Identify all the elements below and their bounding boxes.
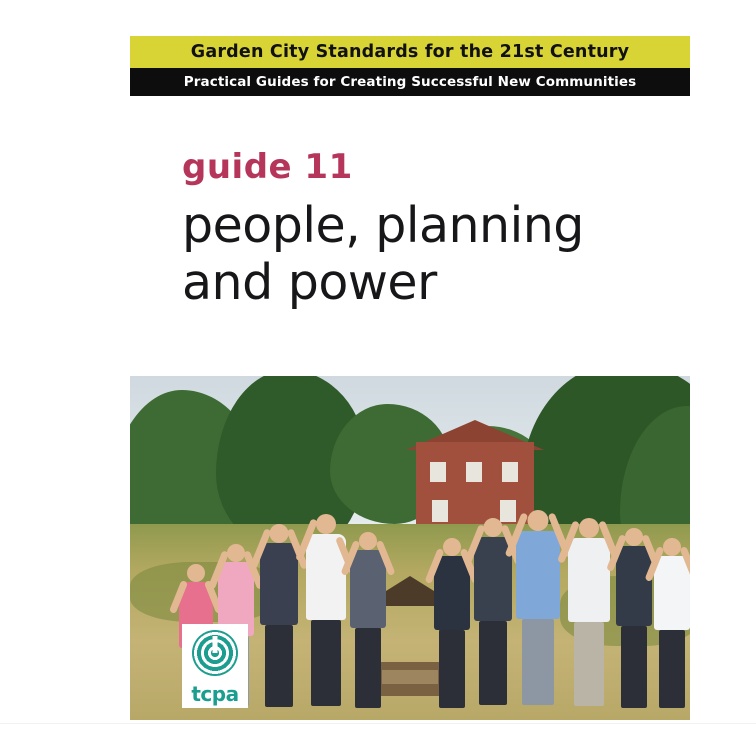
photo-person-legs [355, 628, 381, 708]
photo-person-body [260, 543, 298, 625]
photo-person [650, 538, 690, 714]
photo-person-head [528, 510, 549, 531]
page-title [182, 198, 702, 312]
photo-person-head [579, 518, 599, 538]
photo-person-body [350, 550, 386, 628]
photo-person [512, 510, 564, 714]
photo-person-body [516, 531, 560, 619]
photo-house-window [466, 462, 482, 482]
photo-person-head [443, 538, 461, 556]
photo-person-legs [522, 619, 554, 705]
photo-person-body [568, 538, 610, 622]
photo-person-head [663, 538, 681, 556]
photo-person-legs [265, 625, 293, 707]
photo-person-head [484, 518, 503, 537]
banner-subhead-text: Practical Guides for Creating Successful New Communities [183, 74, 637, 90]
page-bottom-edge [0, 723, 756, 756]
photo-person [346, 532, 390, 714]
banner-headline-text: Garden City Standards for the 21st Century [190, 42, 630, 62]
photo-person-legs [479, 621, 507, 705]
photo-house-window [430, 462, 446, 482]
photo-person-legs [659, 630, 685, 708]
banner-subhead-bar [130, 68, 690, 96]
cover-title-block [182, 147, 702, 312]
banner-headline-bar [130, 36, 690, 68]
page-title-line-2: and power [182, 253, 437, 311]
photo-person-legs [311, 620, 341, 706]
photo-person-body [654, 556, 690, 630]
photo-person-head [359, 532, 377, 550]
photo-person-body [434, 556, 470, 630]
spiral-icon [192, 630, 238, 676]
photo-person-head [270, 524, 289, 543]
photo-person-head [316, 514, 336, 534]
photo-person [564, 518, 614, 714]
photo-person-head [625, 528, 643, 546]
photo-house-window [502, 462, 518, 482]
photo-person-legs [439, 630, 465, 708]
photo-person-legs [621, 626, 647, 708]
photo-house-window [432, 500, 448, 522]
page-title-line-1: people, planning [182, 197, 584, 254]
photo-person-legs [574, 622, 604, 706]
photo-person [256, 524, 302, 714]
guide-number: guide 11 [182, 147, 353, 187]
photo-person-body [616, 546, 652, 626]
cover-banner [130, 36, 690, 96]
photo-person-head [227, 544, 245, 562]
tcpa-logo [182, 624, 248, 708]
tcpa-wordmark: tcpa [191, 682, 239, 706]
photo-person-head [187, 564, 205, 582]
photo-person [302, 514, 350, 714]
